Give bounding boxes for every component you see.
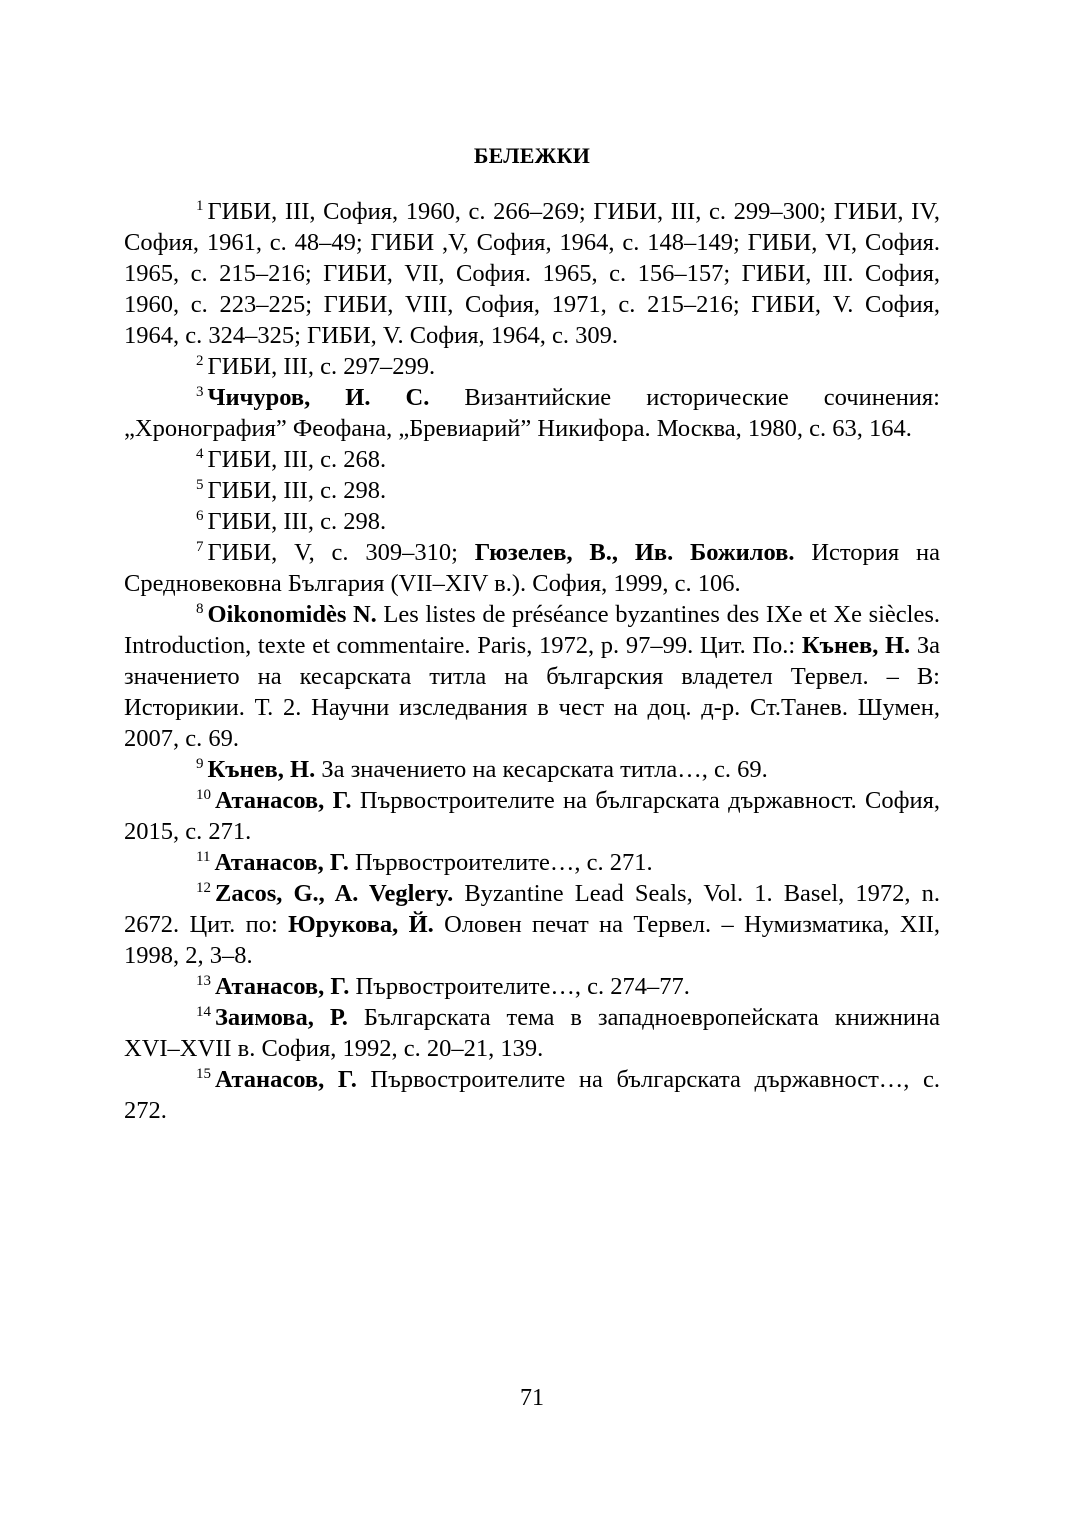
note-text: ГИБИ, III, София, 1960, с. 266–269; ГИБИ, III, с. 299–300; ГИБИ, IV, София, 1961, с. 48–49; ГИБИ ,V, София, 1964, с. 148–149; ГИБИ, VI, София. 1965, с. 215–216; ГИБИ, VII, София. 1965, с. 156–157; ГИБИ, III. София, 1960, с. 223–225; ГИБИ, VIII, София, 1971, с. 215–216; ГИБИ, V. София, 1964, с. 324–325; ГИБИ, V. София, 1964, с. 309.: [124, 198, 940, 349]
note-number: 6: [196, 508, 204, 524]
page-number: 71: [520, 1385, 544, 1411]
note-text: ГИБИ, III, с. 298.: [207, 508, 387, 535]
note-number: 15: [196, 1066, 211, 1082]
note-number: 10: [196, 787, 211, 803]
note-text-continued: За значението на кесарската титла на българския владетел Тервел. – В: Историкии. Т. 2. Научни изследвания в чест на доц. д-р. Ст.Танев. Шумен, 2007, с. 69.: [124, 632, 940, 752]
note-text: ГИБИ, III, с. 297–299.: [207, 353, 436, 380]
note-text: ГИБИ, III, с. 268.: [207, 446, 387, 473]
note-author: Атанасов, Г.: [215, 787, 352, 814]
note-author: Zacos, G., A. Veglery.: [215, 880, 454, 907]
note-11: [124, 847, 940, 878]
notes-list: [124, 196, 940, 1126]
note-number: 1: [196, 198, 204, 214]
note-13: [124, 971, 940, 1002]
note-text: ГИБИ, V, с. 309–310;: [207, 539, 458, 566]
note-author: Атанасов, Г.: [214, 849, 349, 876]
note-author: Атанасов, Г.: [215, 1066, 357, 1093]
note-14: [124, 1002, 940, 1064]
note-text: Първостроителите…, с. 271.: [354, 849, 653, 876]
note-5: [124, 475, 940, 506]
note-15: [124, 1064, 940, 1126]
note-7: [124, 537, 940, 599]
note-text-continued: Оловен печат на Тервел. – Нумизматика, XII, 1998, 2, 3–8.: [124, 911, 941, 969]
note-author: Заимова, Р.: [215, 1004, 348, 1031]
note-text-continued: История на Средновековна България (VII–XIV в.). София, 1999, с. 106.: [124, 539, 940, 597]
note-author: Oikonomidès N.: [207, 601, 377, 628]
note-text: За значението на кесарската титла…, с. 69.: [321, 756, 768, 783]
note-4: [124, 444, 940, 475]
note-number: 4: [196, 446, 204, 462]
note-text: Българската тема в западноевропейската книжнина XVI–XVII в. София, 1992, с. 20–21, 139.: [124, 1004, 941, 1062]
note-number: 5: [196, 477, 204, 493]
note-author-cited: Кънев, Н.: [801, 632, 911, 659]
note-number: 2: [196, 353, 204, 369]
note-text: Първостроителите на българската държавност. София, 2015, с. 271.: [124, 787, 940, 845]
note-number: 9: [196, 756, 204, 772]
note-number: 12: [196, 880, 211, 896]
note-author: Чичуров, И. С.: [207, 384, 430, 411]
note-text: ГИБИ, III, с. 298.: [207, 477, 387, 504]
note-number: 11: [196, 849, 211, 865]
note-number: 7: [196, 539, 204, 555]
note-1: [124, 196, 940, 351]
note-2: [124, 351, 940, 382]
note-number: 14: [196, 1004, 211, 1020]
note-10: [124, 785, 940, 847]
note-text: Първостроителите на българската държавност…, с. 272.: [124, 1066, 940, 1124]
note-3: [124, 382, 940, 444]
note-author: Гюзелев, В., Ив. Божилов.: [474, 539, 795, 566]
note-author: Кънев, Н.: [207, 756, 316, 783]
note-12: [124, 878, 940, 971]
note-text: Les listes de préséance byzantines des IXe et Xe siècles. Introduction, texte et commentaire. Paris, 1972, p. 97–99. Цит. По.:: [124, 601, 941, 659]
note-8: [124, 599, 940, 754]
notes-heading: БЕЛЕЖКИ: [473, 143, 591, 168]
note-number: 8: [196, 601, 204, 617]
note-text: Византийские исторические сочинения: „Хронография” Феофана, „Бревиарий” Никифора. Москва, 1980, с. 63, 164.: [124, 384, 940, 442]
note-text: Първостроителите…, с. 274–77.: [355, 973, 690, 1000]
note-author: Атанасов, Г.: [215, 973, 350, 1000]
note-author-cited: Юрукова, Й.: [288, 911, 434, 938]
note-number: 13: [196, 973, 211, 989]
note-text: Byzantine Lead Seals, Vol. 1. Basel, 1972, n. 2672. Цит. по:: [124, 880, 941, 938]
note-6: [124, 506, 940, 537]
note-9: [124, 754, 940, 785]
note-number: 3: [196, 384, 204, 400]
